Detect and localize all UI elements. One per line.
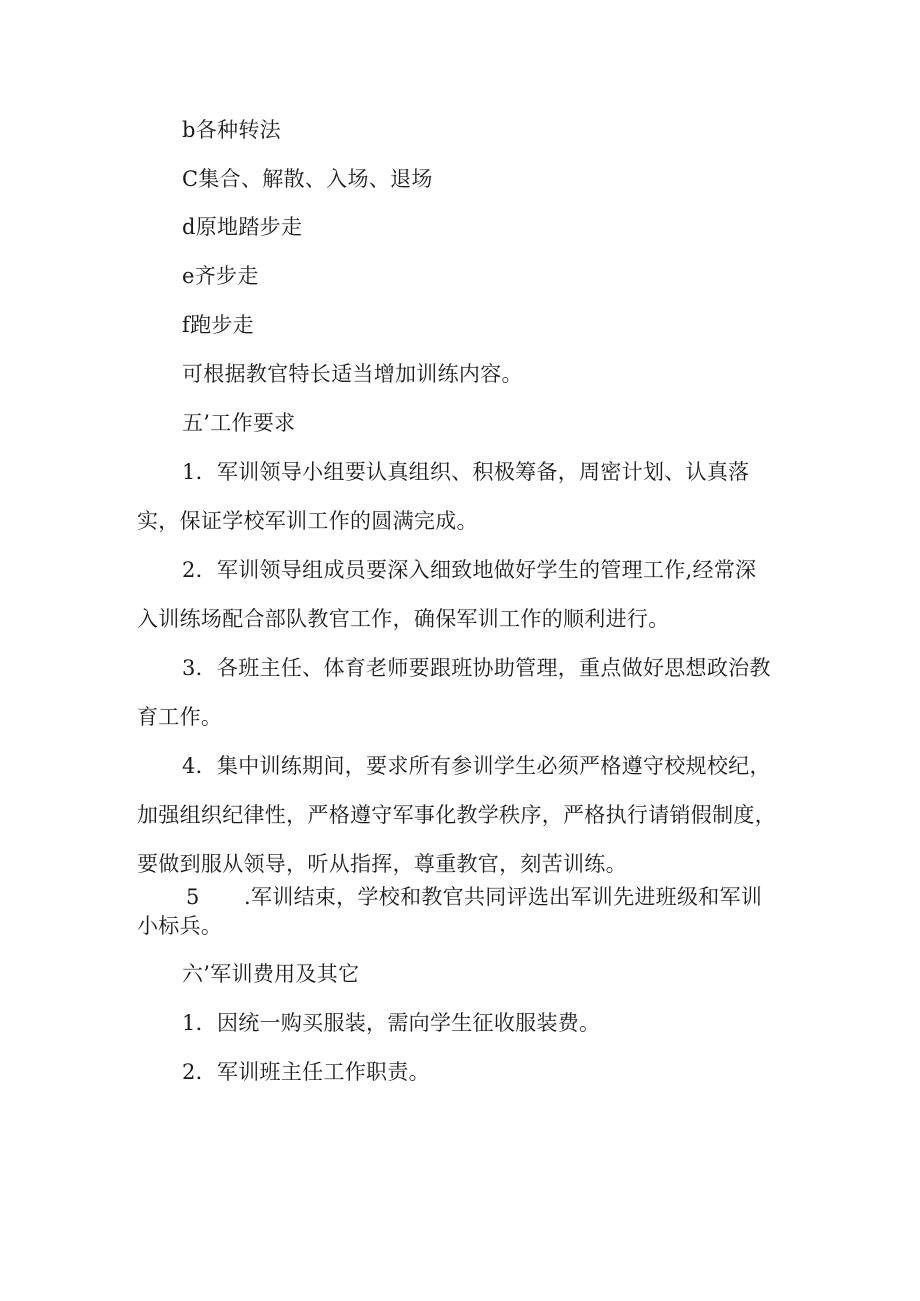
section-6-heading: 六’军训费用及其它 bbox=[182, 962, 360, 986]
list-item-b: b各种转法 bbox=[182, 118, 281, 142]
note-paragraph: 可根据教官特长适当增加训练内容。 bbox=[182, 362, 523, 386]
list-item-d: d原地踏步走 bbox=[182, 215, 303, 239]
item-4-line-3: 要做到服从领导，听从指挥，尊重教官，刻苦训练。 bbox=[137, 852, 627, 876]
section-5-heading: 五’工作要求 bbox=[182, 411, 296, 435]
item-3-line-2: 育工作。 bbox=[137, 705, 223, 729]
item-4-line-2: 加强组织纪律性，严格遵守军事化教学秩序，严格执行请销假制度， bbox=[137, 803, 776, 827]
list-item-c: C集合、解散、入场、退场 bbox=[182, 167, 433, 191]
item-1-line-2: 实，保证学校军训工作的圆满完成。 bbox=[137, 509, 478, 533]
item-1-line-1: 1．军训领导小组要认真组织、积极筹备，周密计划、认真落 bbox=[182, 460, 750, 484]
list-item-e: e齐步走 bbox=[182, 264, 259, 288]
item-5-line-1: .军训结束，学校和教官共同评选出军训先进班级和军训 bbox=[244, 885, 763, 909]
item-4-line-1: 4．集中训练期间，要求所有参训学生必须严格遵守校规校纪， bbox=[182, 754, 771, 778]
item-5-line-2: 小标兵。 bbox=[137, 914, 223, 938]
item-5-number: 5 bbox=[186, 885, 200, 909]
item-2-line-1: 2．军训领导组成员要深入细致地做好学生的管理工作,经常深 bbox=[182, 558, 757, 582]
list-item-f: f跑步走 bbox=[182, 313, 254, 337]
item-3-line-1: 3．各班主任、体育老师要跟班协助管理，重点做好思想政治教 bbox=[182, 656, 771, 680]
section-6-item-1: 1．因统一购买服装，需向学生征收服装费。 bbox=[182, 1011, 601, 1035]
section-6-item-2: 2．军训班主任工作职责。 bbox=[182, 1060, 430, 1084]
item-2-line-2: 入训练场配合部队教官工作，确保军训工作的顺利进行。 bbox=[137, 607, 670, 631]
